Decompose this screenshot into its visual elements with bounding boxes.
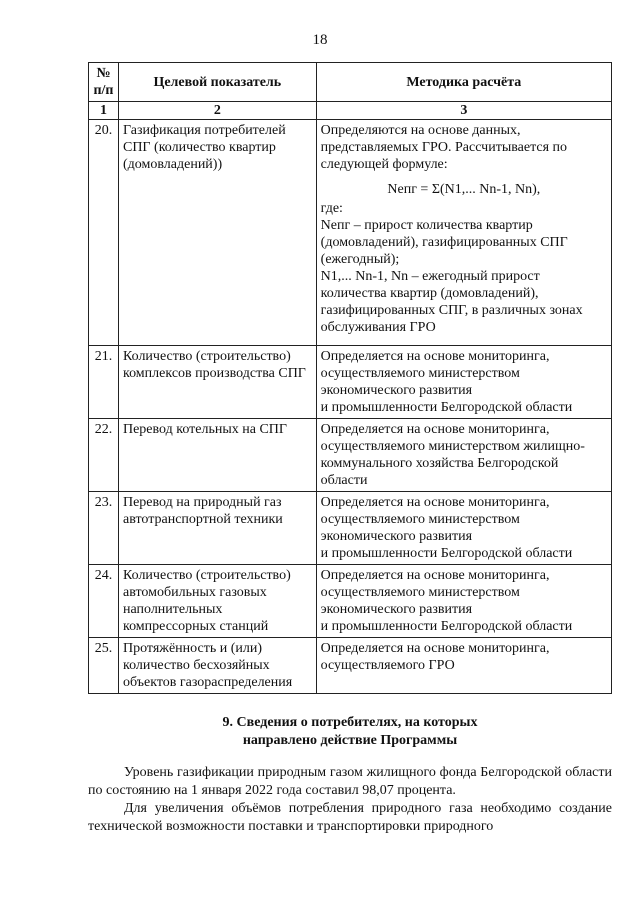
header-indicator: Целевой показатель: [118, 63, 316, 102]
row-number: 22.: [89, 419, 119, 492]
method-intro: Определяются на основе данных, представляемых ГРО. Рассчитывается по следующей формуле:: [320, 123, 568, 172]
method-cell: Определяется на основе мониторинга, осуществляемого министерством экономического развития и промышленности Белгородской области: [316, 492, 611, 565]
table-row: [89, 492, 612, 565]
row-number: 24.: [89, 565, 119, 638]
row-number: 20.: [89, 120, 119, 346]
column-number: 2: [118, 102, 316, 120]
header-method: Методика расчёта: [316, 63, 611, 102]
table-row: [89, 419, 612, 492]
column-number-row: [89, 102, 612, 120]
section-heading-line: направлено действие Программы: [242, 733, 458, 748]
method-cell: Определяется на основе мониторинга, осуществляемого министерством экономического развития и промышленности Белгородской области: [316, 565, 611, 638]
method-cell: Определяется на основе мониторинга, осуществляемого ГРО: [316, 638, 611, 694]
header-no: № п/п: [89, 63, 119, 102]
row-number: 21.: [89, 346, 119, 419]
body-paragraph: Для увеличения объёмов потребления природного газа необходимо создание технической возможности поставки и транспортировки природного: [88, 801, 612, 834]
table-row: [89, 346, 612, 419]
table-row: [89, 565, 612, 638]
indicator-cell: Количество (строительство) автомобильных газовых наполнительных компрессорных станций: [118, 565, 316, 638]
table-row: [89, 638, 612, 694]
indicators-table: [88, 62, 612, 694]
body-paragraph: Уровень газификации природным газом жилищного фонда Белгородской области по состоянию на 1 января 2022 года составил 98,07 процента.: [88, 765, 612, 798]
indicator-cell: Газификация потребителей СПГ (количество квартир (домовладений)): [118, 120, 316, 346]
method-cell: Определяется на основе мониторинга, осуществляемого министерством экономического развития и промышленности Белгородской области: [316, 346, 611, 419]
indicator-cell: Протяжённость и (или) количество бесхозяйных объектов газораспределения: [118, 638, 316, 694]
method-rest: где: Nепг – прирост количества квартир (домовладений), газифицированных СПГ (ежегодный); N1,... Nn-1, Nn – ежегодный прирост количества квартир (домовладений), газифицированных СПГ, в различных зонах обслуживания ГРО: [320, 201, 583, 335]
indicator-cell: Перевод котельных на СПГ: [118, 419, 316, 492]
page-number: 18: [312, 32, 328, 48]
method-cell: Определяется на основе мониторинга, осуществляемого министерством жилищно-коммунального хозяйства Белгородской области: [316, 419, 611, 492]
column-number: 1: [89, 102, 119, 120]
column-number: 3: [316, 102, 611, 120]
row-number: 25.: [89, 638, 119, 694]
indicator-cell: Перевод на природный газ автотранспортной техники: [118, 492, 316, 565]
method-cell: [316, 120, 611, 346]
row-number: 23.: [89, 492, 119, 565]
section-heading: [88, 714, 612, 750]
table-header-row: [89, 63, 612, 102]
indicator-cell: Количество (строительство) комплексов производства СПГ: [118, 346, 316, 419]
section-heading-line: 9. Сведения о потребителях, на которых: [222, 715, 478, 730]
formula: Nепг = Σ(N1,... Nn-1, Nn),: [387, 182, 541, 197]
table-row: [89, 120, 612, 346]
